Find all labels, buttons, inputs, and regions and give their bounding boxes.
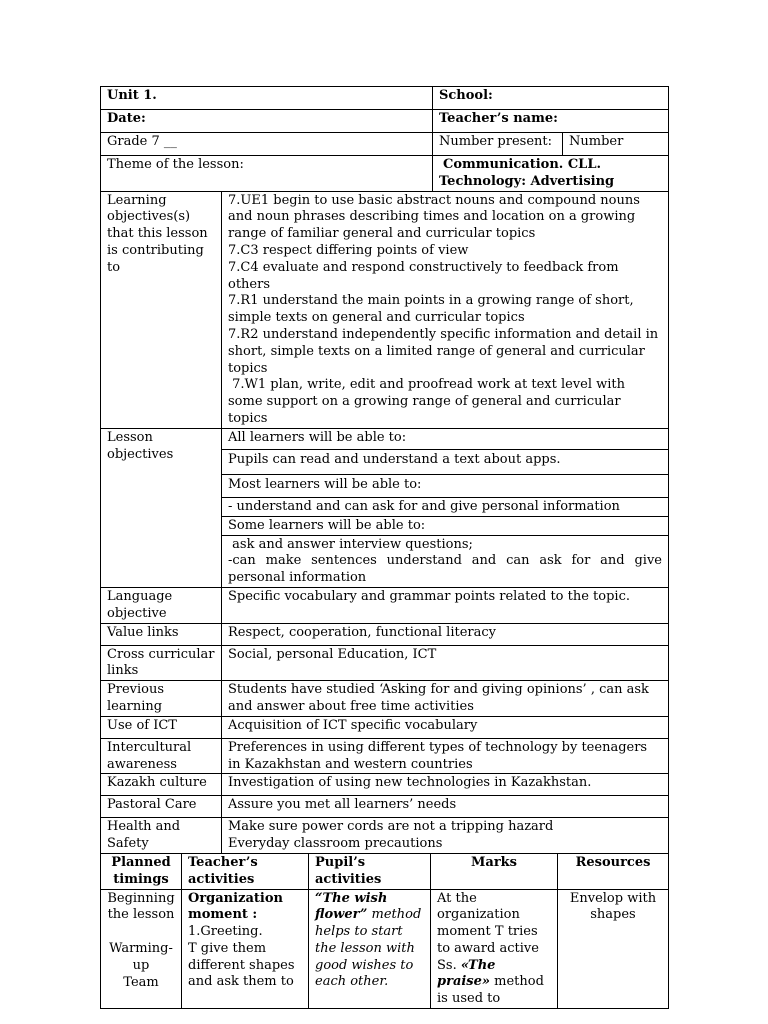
health-line-2: Everyday classroom precautions [228,836,443,852]
learning-objectives-list [222,191,669,428]
objective-item: 7.W1 plan, write, edit and proofread work at text level with some support on a growing range of general and curricular topics [228,377,630,426]
theme-value-cell [433,156,669,192]
plan-teacher-cell [182,889,309,1009]
timing-beginning: Beginning the lesson [107,890,175,923]
unit-cell: Unit 1. [101,87,433,110]
most-learners-label: Most learners will be able to: [222,474,669,497]
plan-header-timings: Planned timings [101,853,182,889]
timing-team: Team [123,974,159,990]
row-value: Acquisition of ICT specific vocabulary [222,716,669,738]
row-label: Use of ICT [101,716,222,738]
some-learners-label: Some learners will be able to: [222,516,669,535]
row-label: Value links [101,623,222,645]
number-absent-text: Number [569,134,624,149]
objective-item: 7.R2 understand independently specific information and detail in short, simple texts on a limited range of general and curricular topics [228,326,659,376]
grade-cell: Grade 7 __ [101,133,433,156]
school-cell: School: [433,87,669,110]
teacher-greeting: 1.Greeting. [188,924,263,940]
objective-item: 7.C3 respect differing points of view [228,242,469,258]
marks-text-2: method is used to [437,974,544,1007]
all-learners-value: Pupils can read and understand a text about apps. [222,449,669,474]
plan-resources-cell: Envelop with shapes [558,889,669,1009]
plan-header-marks: Marks [431,853,558,889]
objective-item: 7.UE1 begin to use basic abstract nouns and compound nouns and noun phrases describing times and location on a growing range of familiar general and curricular topics [228,192,640,242]
row-value [222,818,669,854]
row-label: Intercultural awareness [101,738,222,774]
theme-label-cell: Theme of the lesson: [101,156,433,192]
row-value: Students have studied ‘Asking for and giving opinions’ , can ask and answer about free time activities [222,681,669,717]
date-cell: Date: [101,110,433,133]
pupil-method-text: method helps to start the lesson with good wishes to each other. [315,907,422,990]
row-value: Social, personal Education, ICT [222,645,669,681]
row-label: Health and Safety [101,818,222,854]
row-value: Preferences in using different types of technology by teenagers in Kazakhstan and western countries [222,738,669,774]
row-label: Cross curricular links [101,645,222,681]
plan-table [100,853,669,1009]
row-label: Previous learning [101,681,222,717]
teacher-org-moment: Organization moment : [188,890,283,923]
pupil-method-name: “The wish flower” [315,890,388,923]
lesson-plan-table [100,86,669,192]
plan-header-pupil: Pupil’s activities [309,853,431,889]
row-value: Specific vocabulary and grammar points related to the topic. [222,587,669,623]
number-present-cell: Number present: [433,133,563,156]
learning-objectives-label: Learning objectives(s) that this lesson is contributing to [101,191,222,428]
plan-header-resources: Resources [558,853,669,889]
plan-pupil-cell [309,889,431,1009]
theme-value-line-1: Communication. CLL. [443,157,601,172]
lesson-objectives-label: Lesson objectives [101,428,222,587]
theme-value-line-2: Technology: Advertising [439,173,615,189]
row-label: Language objective [101,587,222,623]
marks-method-name: «The praise» [437,957,496,990]
row-value: Assure you met all learners’ needs [222,796,669,818]
plan-timings-cell [101,889,182,1009]
number-absent-cell [563,133,669,156]
some-learners-line-1: ask and answer interview questions; [228,536,473,552]
row-label: Pastoral Care [101,796,222,818]
some-learners-line-2: -can make sentences understand and can ask for and give personal information [228,553,662,586]
row-value: Investigation of using new technologies in Kazakhstan. [222,774,669,796]
row-value: Respect, cooperation, functional literacy [222,623,669,645]
marks-text-1: At the organization moment T tries to award active Ss. [437,890,539,973]
row-label: Kazakh culture [101,774,222,796]
timing-warming-up: Warming-up [109,941,173,973]
teacher-shapes: T give them different shapes and ask them to [188,940,295,990]
health-line-1: Make sure power cords are not a tripping hazard [228,819,554,835]
objectives-table [100,191,669,854]
objective-item: 7.C4 evaluate and respond constructively to feedback from others [228,259,619,292]
plan-marks-cell [431,889,558,1009]
most-learners-value: - understand and can ask for and give personal information [222,497,669,516]
plan-header-teacher: Teacher’s activities [182,853,309,889]
teacher-name-cell: Teacher’s name: [433,110,669,133]
all-learners-label: All learners will be able to: [222,428,669,449]
objective-item: 7.R1 understand the main points in a growing range of short, simple texts on general and curricular topics [228,293,634,326]
some-learners-value [222,535,669,587]
lesson-plan-document [100,86,668,1009]
